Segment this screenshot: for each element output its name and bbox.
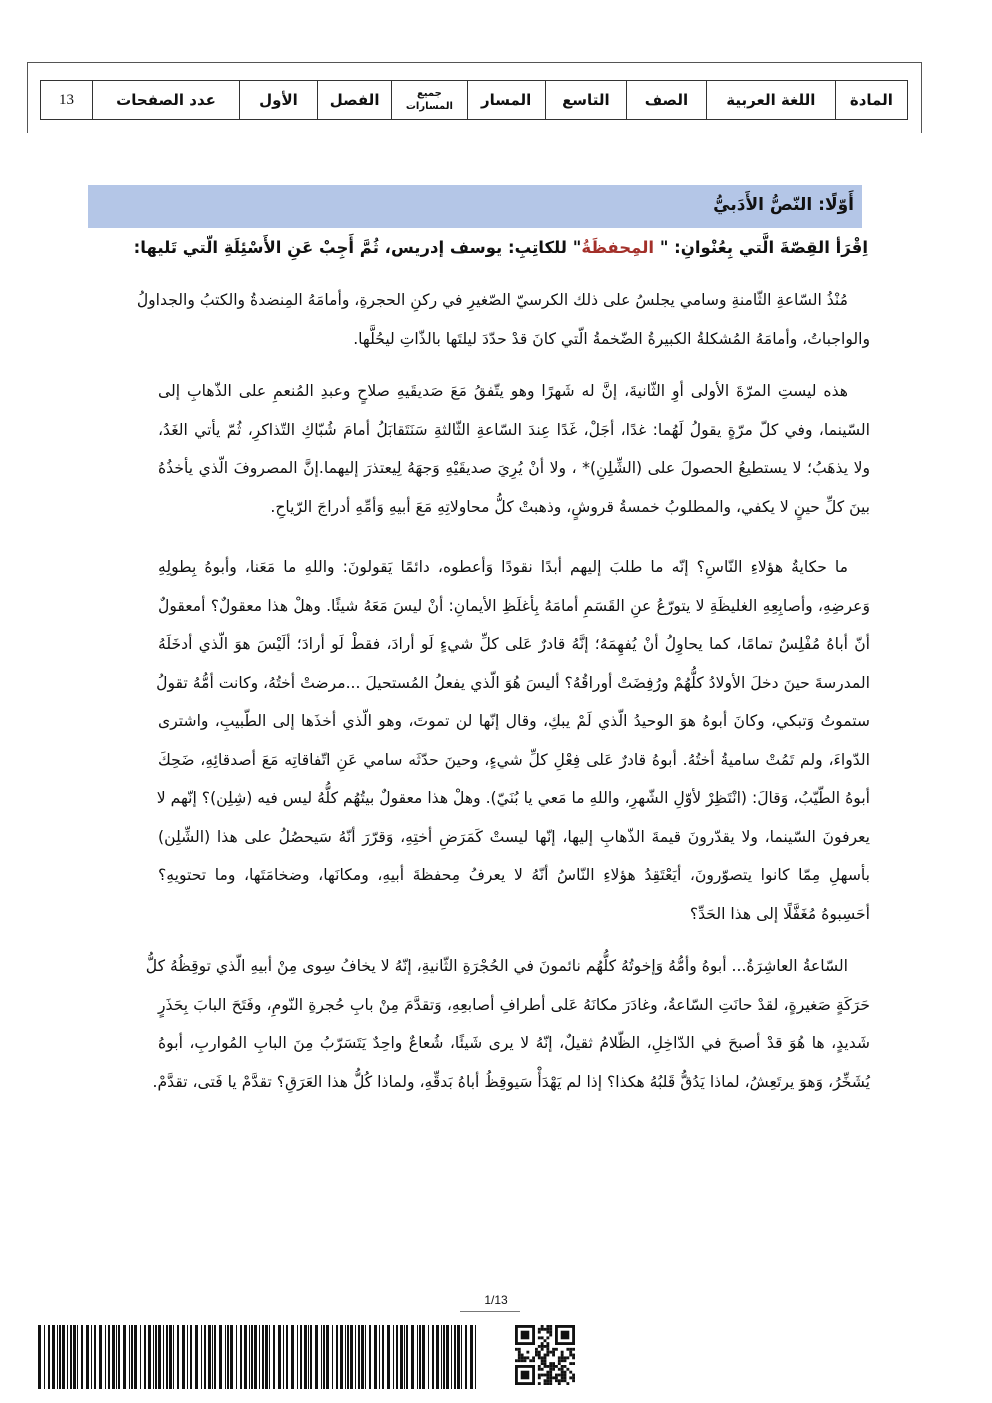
barcode-bar — [129, 1325, 130, 1389]
qr-module — [555, 1374, 558, 1377]
qr-module — [561, 1354, 564, 1357]
qr-module — [564, 1356, 567, 1359]
barcode-bar — [350, 1325, 353, 1389]
barcode-bar — [244, 1325, 247, 1389]
subject-value: اللغة العربية — [706, 81, 835, 120]
text-line: السّاعةُ العاشِرَةُ... أبوهُ وأمُّهُ وَإخوتُهُ كلُّهُم نائمونَ في الحُجْرَةِ الثّانيةِ، إنّهُ لا يخافُ سِوى مِنْ أبيهِ الّذي توقِظُهُ كلُّ — [145, 957, 848, 975]
barcode-bar — [428, 1325, 429, 1389]
barcode-bar — [118, 1325, 120, 1389]
qr-module — [546, 1342, 549, 1345]
qr-module — [552, 1351, 555, 1354]
barcode-bar — [173, 1325, 174, 1389]
qr-module — [541, 1342, 544, 1345]
track-value: جميع المسارات — [392, 81, 467, 120]
grade-label: الصف — [626, 81, 706, 120]
section-heading-bar — [88, 185, 862, 228]
qr-module — [541, 1362, 544, 1365]
qr-module — [544, 1379, 547, 1382]
qr-module — [572, 1376, 575, 1379]
qr-module — [546, 1382, 549, 1385]
qr-module — [552, 1362, 555, 1365]
barcode-bar — [62, 1325, 65, 1389]
qr-module — [569, 1376, 572, 1379]
qr-module — [561, 1371, 564, 1374]
text-line: أنّ أباهُ مُفْلِسٌ تمامًا، كما يحاوِلُ أنْ يُفهِمَهُ؛ إنَّهُ قادرٌ عَلى كلِّ شيءٍ لَو أرادَ، فقطْ لَو أرادَ؛ ألَيْسَ هوَ الّذي أدخَلَهُ — [158, 635, 870, 653]
page-count-label: عدد الصفحات — [93, 81, 240, 120]
barcode-bar — [323, 1325, 325, 1389]
barcode-bar — [446, 1325, 449, 1389]
qr-module — [541, 1359, 544, 1362]
barcode-bar — [91, 1325, 92, 1389]
barcode-bar — [208, 1325, 211, 1389]
qr-module — [521, 1354, 524, 1357]
qr-module — [544, 1365, 547, 1368]
barcode-bar — [144, 1325, 146, 1389]
qr-module — [546, 1336, 549, 1339]
text-line: يُشَخِّرُ، وَهوَ يرتَعِشُ، لماذا يَدُقُّ قَلبُهُ هكذا؟ إذا لم يَهْدَأْ سَيوقِظُ أباهُ بَدقِّهِ، ولماذا كُلُّ هذا العَرَقِ؟ تقدَّمْ يا فَتى، تقدَّمْ. — [152, 1072, 870, 1091]
qr-module — [518, 1348, 521, 1351]
qr-module — [546, 1379, 549, 1382]
barcode-bar — [166, 1325, 168, 1389]
barcode-bar — [347, 1325, 349, 1389]
qr-module — [549, 1325, 552, 1328]
qr-module — [538, 1382, 541, 1385]
text-line: بأسهلِ مِمّا كانوا يتصوّرونَ، أيَعْتَقِدُ هؤلاءِ النّاسُ أنّهُ لا يعرفُ مِحفظةَ أبيهِ، ومكانَها، وضخامَتَها، وما تحتويهِ؟ — [158, 866, 870, 884]
barcode-bar — [419, 1325, 421, 1389]
barcode-bar — [457, 1325, 460, 1389]
barcode-bar — [422, 1325, 425, 1389]
qr-module — [549, 1362, 552, 1365]
barcode-bar — [340, 1325, 343, 1389]
barcode-bar — [454, 1325, 456, 1389]
qr-module — [521, 1356, 524, 1359]
text-line: ستموتُ وَتبكي، وكانَ أبوهُ هوَ الوحيدُ الّذي لَمْ يبكِ، وقال إنّها لن تموتَ، وهو الّذي أخذَها إلى الطّبيبِ، واشترى — [158, 712, 870, 730]
qr-module — [515, 1348, 518, 1351]
qr-module — [546, 1365, 549, 1368]
barcode-bar — [249, 1325, 250, 1389]
qr-module — [546, 1376, 549, 1379]
semester-value: الأول — [239, 81, 317, 120]
page-number: 1/13 — [484, 1293, 508, 1307]
qr-module — [535, 1348, 538, 1351]
barcode-bar — [326, 1325, 329, 1389]
barcode-bar — [219, 1325, 222, 1389]
barcode-bar — [112, 1325, 115, 1389]
page-number-rule — [460, 1311, 520, 1312]
barcode-bar — [77, 1325, 78, 1389]
text-line: حَرَكَةٍ صَغيرةٍ، لقدْ حانَتِ السّاعةُ، وغادَرَ مكانَهُ عَلى أطرافِ أصابعِهِ، وَتقدَّمَ مِنْ بابِ حُجرةِ النّومِ، وفَتَحَ البابَ بِحَذَرٍ — [158, 995, 870, 1014]
qr-module — [564, 1359, 567, 1362]
barcode-bar — [355, 1325, 356, 1389]
barcode-bar — [310, 1325, 312, 1389]
barcode-bar — [436, 1325, 439, 1389]
qr-module — [572, 1354, 575, 1357]
subject-label: المادة — [835, 81, 907, 120]
barcode-bar — [67, 1325, 68, 1389]
qr-module — [566, 1356, 569, 1359]
barcode-bar — [227, 1325, 229, 1389]
qr-module — [552, 1368, 555, 1371]
qr-module — [549, 1379, 552, 1382]
barcode-bar — [86, 1325, 89, 1389]
barcode-bar — [278, 1325, 281, 1389]
barcode-bar — [297, 1325, 298, 1389]
qr-module — [546, 1351, 549, 1354]
qr-module — [524, 1356, 527, 1359]
qr-module — [561, 1365, 564, 1368]
qr-module — [521, 1359, 524, 1362]
text-line: أبوهُ الطّيّبُ، وَقالَ: (انْتَظِرْ لأوّلِ الشّهرِ، واللهِ ما مَعي يا بُنَيّ). وهلْ هذا معقولٌ بيتُهُم كلُّهُ ليس فيه (شِلِن)؟ إنّهم لا — [156, 789, 870, 807]
barcode-bar — [163, 1325, 164, 1389]
qr-module — [552, 1365, 555, 1368]
qr-module — [541, 1368, 544, 1371]
grade-value: التاسع — [545, 81, 626, 120]
qr-module — [561, 1359, 564, 1362]
qr-module — [572, 1374, 575, 1377]
barcode-bar — [345, 1325, 346, 1389]
barcode-bar — [315, 1325, 318, 1389]
story-title: المِحفظَةُ — [581, 238, 660, 257]
qr-module — [546, 1348, 549, 1351]
qr-module — [566, 1348, 569, 1351]
barcode-bar — [190, 1325, 192, 1389]
qr-module — [572, 1379, 575, 1382]
qr-module — [538, 1356, 541, 1359]
text-line: ولا يذهَبُ؛ لا يستطيعُ الحصولَ على (الشِّلِنِ)* ، ولا أنْ يُرِيَ صديقَيْهِ وَجهَهُ لِيعتذرَ إليهما.إنَّ المصروفَ الّذي يأخذُهُ — [158, 459, 870, 477]
barcode-bar — [254, 1325, 257, 1389]
qr-module — [561, 1374, 564, 1377]
barcode-bar — [240, 1325, 242, 1389]
paragraph-4 — [145, 947, 870, 1101]
qr-module — [532, 1356, 535, 1359]
paragraph-1 — [136, 281, 870, 358]
qr-module — [526, 1356, 529, 1359]
barcode-bar — [201, 1325, 202, 1389]
qr-module — [546, 1371, 549, 1374]
barcode-bar — [374, 1325, 377, 1389]
barcode-bar — [441, 1325, 442, 1389]
qr-module — [555, 1365, 558, 1368]
barcode-bar — [105, 1325, 106, 1389]
qr-module — [558, 1379, 561, 1382]
qr-module — [566, 1382, 569, 1385]
barcode-bar — [286, 1325, 288, 1389]
qr-finder — [561, 1331, 570, 1340]
qr-finder — [521, 1331, 530, 1340]
qr-module — [558, 1359, 561, 1362]
barcode-bar — [38, 1325, 41, 1389]
barcode-bar — [379, 1325, 380, 1389]
track-label: المسار — [467, 81, 545, 120]
qr-module — [572, 1362, 575, 1365]
barcode-bar — [108, 1325, 110, 1389]
qr-module — [549, 1371, 552, 1374]
qr-module — [538, 1328, 541, 1331]
barcode-bar — [432, 1325, 434, 1389]
barcode-bar — [230, 1325, 233, 1389]
barcode-bar — [411, 1325, 414, 1389]
qr-module — [546, 1325, 549, 1328]
barcode-bar — [443, 1325, 445, 1389]
barcode-bar — [123, 1325, 126, 1389]
qr-module — [538, 1354, 541, 1357]
qr-module — [541, 1348, 544, 1351]
qr-module — [549, 1365, 552, 1368]
barcode-bar — [365, 1325, 366, 1389]
qr-module — [544, 1362, 547, 1365]
barcode-bar — [148, 1325, 151, 1389]
qr-module — [561, 1356, 564, 1359]
qr-module — [535, 1351, 538, 1354]
qr-module — [538, 1351, 541, 1354]
qr-module — [569, 1371, 572, 1374]
barcode-bar — [404, 1325, 405, 1389]
qr-module — [558, 1356, 561, 1359]
qr-module — [546, 1354, 549, 1357]
barcode-bar — [291, 1325, 294, 1389]
text-line: ما حكايةُ هؤلاءِ النّاسِ؟ إنّه ما طلبَ إليهم أبدًا نقودًا وَأعطوه، دائمًا يَقولونَ: واللهِ ما مَعَنا، وأبوهُ بِطولِهِ — [158, 558, 848, 576]
barcode-bar — [336, 1325, 338, 1389]
barcode-bar — [158, 1325, 161, 1389]
qr-module — [538, 1365, 541, 1368]
qr-module — [518, 1356, 521, 1359]
qr-module — [569, 1362, 572, 1365]
qr-module — [544, 1354, 547, 1357]
qr-code — [515, 1325, 575, 1385]
qr-module — [544, 1339, 547, 1342]
qr-module — [546, 1328, 549, 1331]
barcode-bar — [134, 1325, 137, 1389]
qr-module — [572, 1348, 575, 1351]
barcode-bar — [300, 1325, 302, 1389]
barcode-bar — [369, 1325, 371, 1389]
barcode-bar — [400, 1325, 403, 1389]
barcode-bar — [236, 1325, 237, 1389]
qr-module — [549, 1334, 552, 1337]
qr-module — [532, 1359, 535, 1362]
barcode-bar — [214, 1325, 216, 1389]
barcode — [38, 1325, 480, 1389]
qr-module — [549, 1382, 552, 1385]
paragraph-2 — [158, 372, 870, 526]
qr-module — [535, 1354, 538, 1357]
barcode-bar — [387, 1325, 390, 1389]
text-line: مُنْذُ السّاعةِ الثّامنةِ وسامي يجلسُ على ذلك الكرسيّ الصّغيرِ في ركنِ الحجرةِ، وأمامَهُ المِنضدةُ والكتبُ والجداولُ — [136, 291, 848, 309]
qr-finder — [521, 1371, 530, 1380]
barcode-bar — [361, 1325, 364, 1389]
text-line: المدرسةَ حينَ دخلَ الأولادُ كلُّهُمْ ورُفِضَتْ أوراقُهُ؟ أليسَ هُوَ الّذي يفعلُ المُستحيلَ ...مرضتْ أختُهُ، وكانت أمُّهُ تقولُ — [156, 673, 870, 692]
qr-module — [538, 1345, 541, 1348]
text-line: أحَسِبوهُ مُغَفَّلًا إلى هذا الحَدِّ؟ — [689, 904, 870, 923]
barcode-bar — [451, 1325, 452, 1389]
barcode-bar — [94, 1325, 96, 1389]
barcode-bar — [262, 1325, 264, 1389]
qr-module — [552, 1376, 555, 1379]
qr-module — [572, 1356, 575, 1359]
qr-module — [526, 1351, 529, 1354]
qr-module — [558, 1362, 561, 1365]
qr-module — [538, 1376, 541, 1379]
text-line: يعرفونَ السّينما، ولا يقدّرونَ قيمةَ الذّهابِ إليها، إنّها ليستْ كَمَرَضِ أختِهِ، وَقرّرَ أنّهُ سَيحصُلُ على هذا (الشِّلِن) — [158, 827, 870, 846]
barcode-bar — [475, 1325, 476, 1389]
qr-module — [555, 1379, 558, 1382]
qr-module — [564, 1379, 567, 1382]
exam-info-table — [40, 80, 908, 120]
text-line: شَديدٍ، ها هُوَ قدْ أصبحَ في الدّاخِلِ، الظّلامُ ثقيلٌ، إنّهُ لا يرى شَيئًا، شُعاعٌ واحِدٌ يَتَسَرّبُ مِنَ البابِ المُواربِ، أبوهُ — [158, 1034, 870, 1052]
barcode-bar — [406, 1325, 408, 1389]
barcode-bar — [259, 1325, 260, 1389]
text-line: السّينما، وفي كلّ مرّةٍ يقولُ لَهُما: غدًا، أجَلْ، غَدًا عِندَ السّاعةِ الثّالثةِ سَنَتَقابَلُ أمامَ شُبّاكِ التّذاكرِ، ثُمّ يأتي الغَدُ، — [158, 420, 870, 439]
barcode-bar — [204, 1325, 206, 1389]
qr-module — [541, 1374, 544, 1377]
section-title: أَوّلًا: النّصُّ الأَدَبيُّ — [713, 195, 854, 215]
barcode-bar — [177, 1325, 179, 1389]
qr-module — [546, 1345, 549, 1348]
barcode-bar — [461, 1325, 462, 1389]
qr-module — [549, 1331, 552, 1334]
barcode-bar — [44, 1325, 45, 1389]
text-line: بينَ كلِّ حينٍ لا يكفي، والمطلوبُ خمسةُ قروشٍ، وذهبتْ كلُّ محاولاتِهِ مَعَ أبيهِ وَأمِّهِ أدراجَ الرّياحِ. — [270, 497, 870, 516]
barcode-bar — [153, 1325, 154, 1389]
qr-module — [552, 1354, 555, 1357]
qr-module — [541, 1325, 544, 1328]
barcode-bar — [195, 1325, 198, 1389]
barcode-bar — [57, 1325, 58, 1389]
qr-module — [555, 1348, 558, 1351]
qr-module — [546, 1374, 549, 1377]
qr-module — [544, 1359, 547, 1362]
text-line: وَعرضِهِ، وأصابِعِهِ الغليظَةِ لا يتورّعُ عنِ القَسَمِ أمامَهُ بِأغلَظِ الأيمانِ: أنْ ليسَ مَعَهُ شيئًا. وهلْ هذا معقولٌ؟ أمعقولٌ — [158, 596, 870, 615]
barcode-bar — [212, 1325, 213, 1389]
qr-module — [524, 1359, 527, 1362]
qr-module — [544, 1382, 547, 1385]
qr-module — [544, 1374, 547, 1377]
qr-module — [544, 1356, 547, 1359]
qr-module — [561, 1376, 564, 1379]
barcode-bar — [382, 1325, 384, 1389]
qr-module — [538, 1331, 541, 1334]
barcode-bar — [99, 1325, 102, 1389]
barcode-bar — [283, 1325, 284, 1389]
barcode-bar — [81, 1325, 83, 1389]
barcode-bar — [465, 1325, 467, 1389]
text-line: الدّواءَ، ولم تَمُتْ ساميةُ أختُهُ. أبوهُ قادرٌ عَلى فِعْلِ كلِّ شيءٍ، وحينَ حدّثَه سامي عَنِ اتّفاقاتِه مَعَ أصدقائِهِ، ضَحِكَ — [158, 750, 870, 769]
barcode-bar — [396, 1325, 398, 1389]
qr-module — [515, 1359, 518, 1362]
barcode-bar — [70, 1325, 72, 1389]
qr-module — [564, 1371, 567, 1374]
barcode-bar — [140, 1325, 141, 1389]
qr-module — [549, 1368, 552, 1371]
barcode-bar — [308, 1325, 309, 1389]
qr-module — [558, 1374, 561, 1377]
qr-module — [561, 1368, 564, 1371]
qr-module — [518, 1359, 521, 1362]
qr-module — [541, 1356, 544, 1359]
qr-module — [564, 1374, 567, 1377]
barcode-bar — [116, 1325, 117, 1389]
qr-module — [569, 1351, 572, 1354]
barcode-bar — [332, 1325, 333, 1389]
barcode-bar — [273, 1325, 275, 1389]
qr-module — [538, 1368, 541, 1371]
qr-module — [549, 1374, 552, 1377]
barcode-bar — [304, 1325, 307, 1389]
qr-module — [518, 1351, 521, 1354]
barcode-bar — [225, 1325, 226, 1389]
barcode-bar — [265, 1325, 268, 1389]
qr-module — [544, 1345, 547, 1348]
barcode-bar — [59, 1325, 61, 1389]
qr-module — [544, 1328, 547, 1331]
paragraph-3 — [158, 548, 870, 933]
barcode-bar — [187, 1325, 188, 1389]
instructions-before: اِقْرَأ القِصّةَ الَّتي بِعُنْوانِ: " — [659, 238, 868, 257]
qr-module — [552, 1348, 555, 1351]
qr-module — [518, 1354, 521, 1357]
qr-module — [569, 1354, 572, 1357]
qr-module — [561, 1351, 564, 1354]
qr-module — [549, 1328, 552, 1331]
barcode-bar — [321, 1325, 322, 1389]
qr-module — [564, 1365, 567, 1368]
qr-module — [549, 1351, 552, 1354]
barcode-bar — [251, 1325, 253, 1389]
qr-module — [541, 1345, 544, 1348]
barcode-bar — [131, 1325, 133, 1389]
barcode-bar — [48, 1325, 50, 1389]
barcode-bar — [73, 1325, 76, 1389]
qr-module — [561, 1379, 564, 1382]
qr-module — [549, 1376, 552, 1379]
text-line: والواجباتُ، وأمامَهُ المُشكلةُ الكبيرةُ الضّخمةُ الّتي كانَ قدْ حدّدَ ليلتَها بالذّاتِ ليحُلَّها. — [353, 329, 870, 348]
qr-module — [569, 1348, 572, 1351]
instructions — [134, 238, 868, 257]
page-count-value: 13 — [41, 81, 93, 120]
qr-module — [541, 1328, 544, 1331]
qr-module — [564, 1376, 567, 1379]
barcode-bar — [417, 1325, 418, 1389]
qr-module — [566, 1368, 569, 1371]
barcode-bar — [182, 1325, 185, 1389]
qr-module — [529, 1359, 532, 1362]
semester-label: الفصل — [317, 81, 391, 120]
barcode-bar — [470, 1325, 473, 1389]
instructions-after: " للكاتِبِ: يوسف إدريس، ثُمَّ أَجِبْ عَنِ الأَسْئِلَةِ الّتي تَليها: — [133, 238, 582, 257]
barcode-bar — [155, 1325, 157, 1389]
qr-module — [541, 1336, 544, 1339]
text-line: هذه ليستِ المرّةَ الأولى أوِ الثّانيةَ، إنَّ له شَهرًا وهو يتّفقُ مَعَ صَديقَيهِ صلاحٍ وعبدِ المُنعمِ على الذّهابِ إلى — [158, 382, 848, 400]
barcode-bar — [358, 1325, 360, 1389]
barcode-bar — [393, 1325, 394, 1389]
qr-module — [546, 1331, 549, 1334]
qr-module — [558, 1368, 561, 1371]
qr-module — [538, 1336, 541, 1339]
qr-module — [555, 1376, 558, 1379]
barcode-bar — [269, 1325, 270, 1389]
barcode-bar — [169, 1325, 172, 1389]
barcode-bar — [52, 1325, 55, 1389]
qr-module — [538, 1374, 541, 1377]
qr-module — [558, 1382, 561, 1385]
